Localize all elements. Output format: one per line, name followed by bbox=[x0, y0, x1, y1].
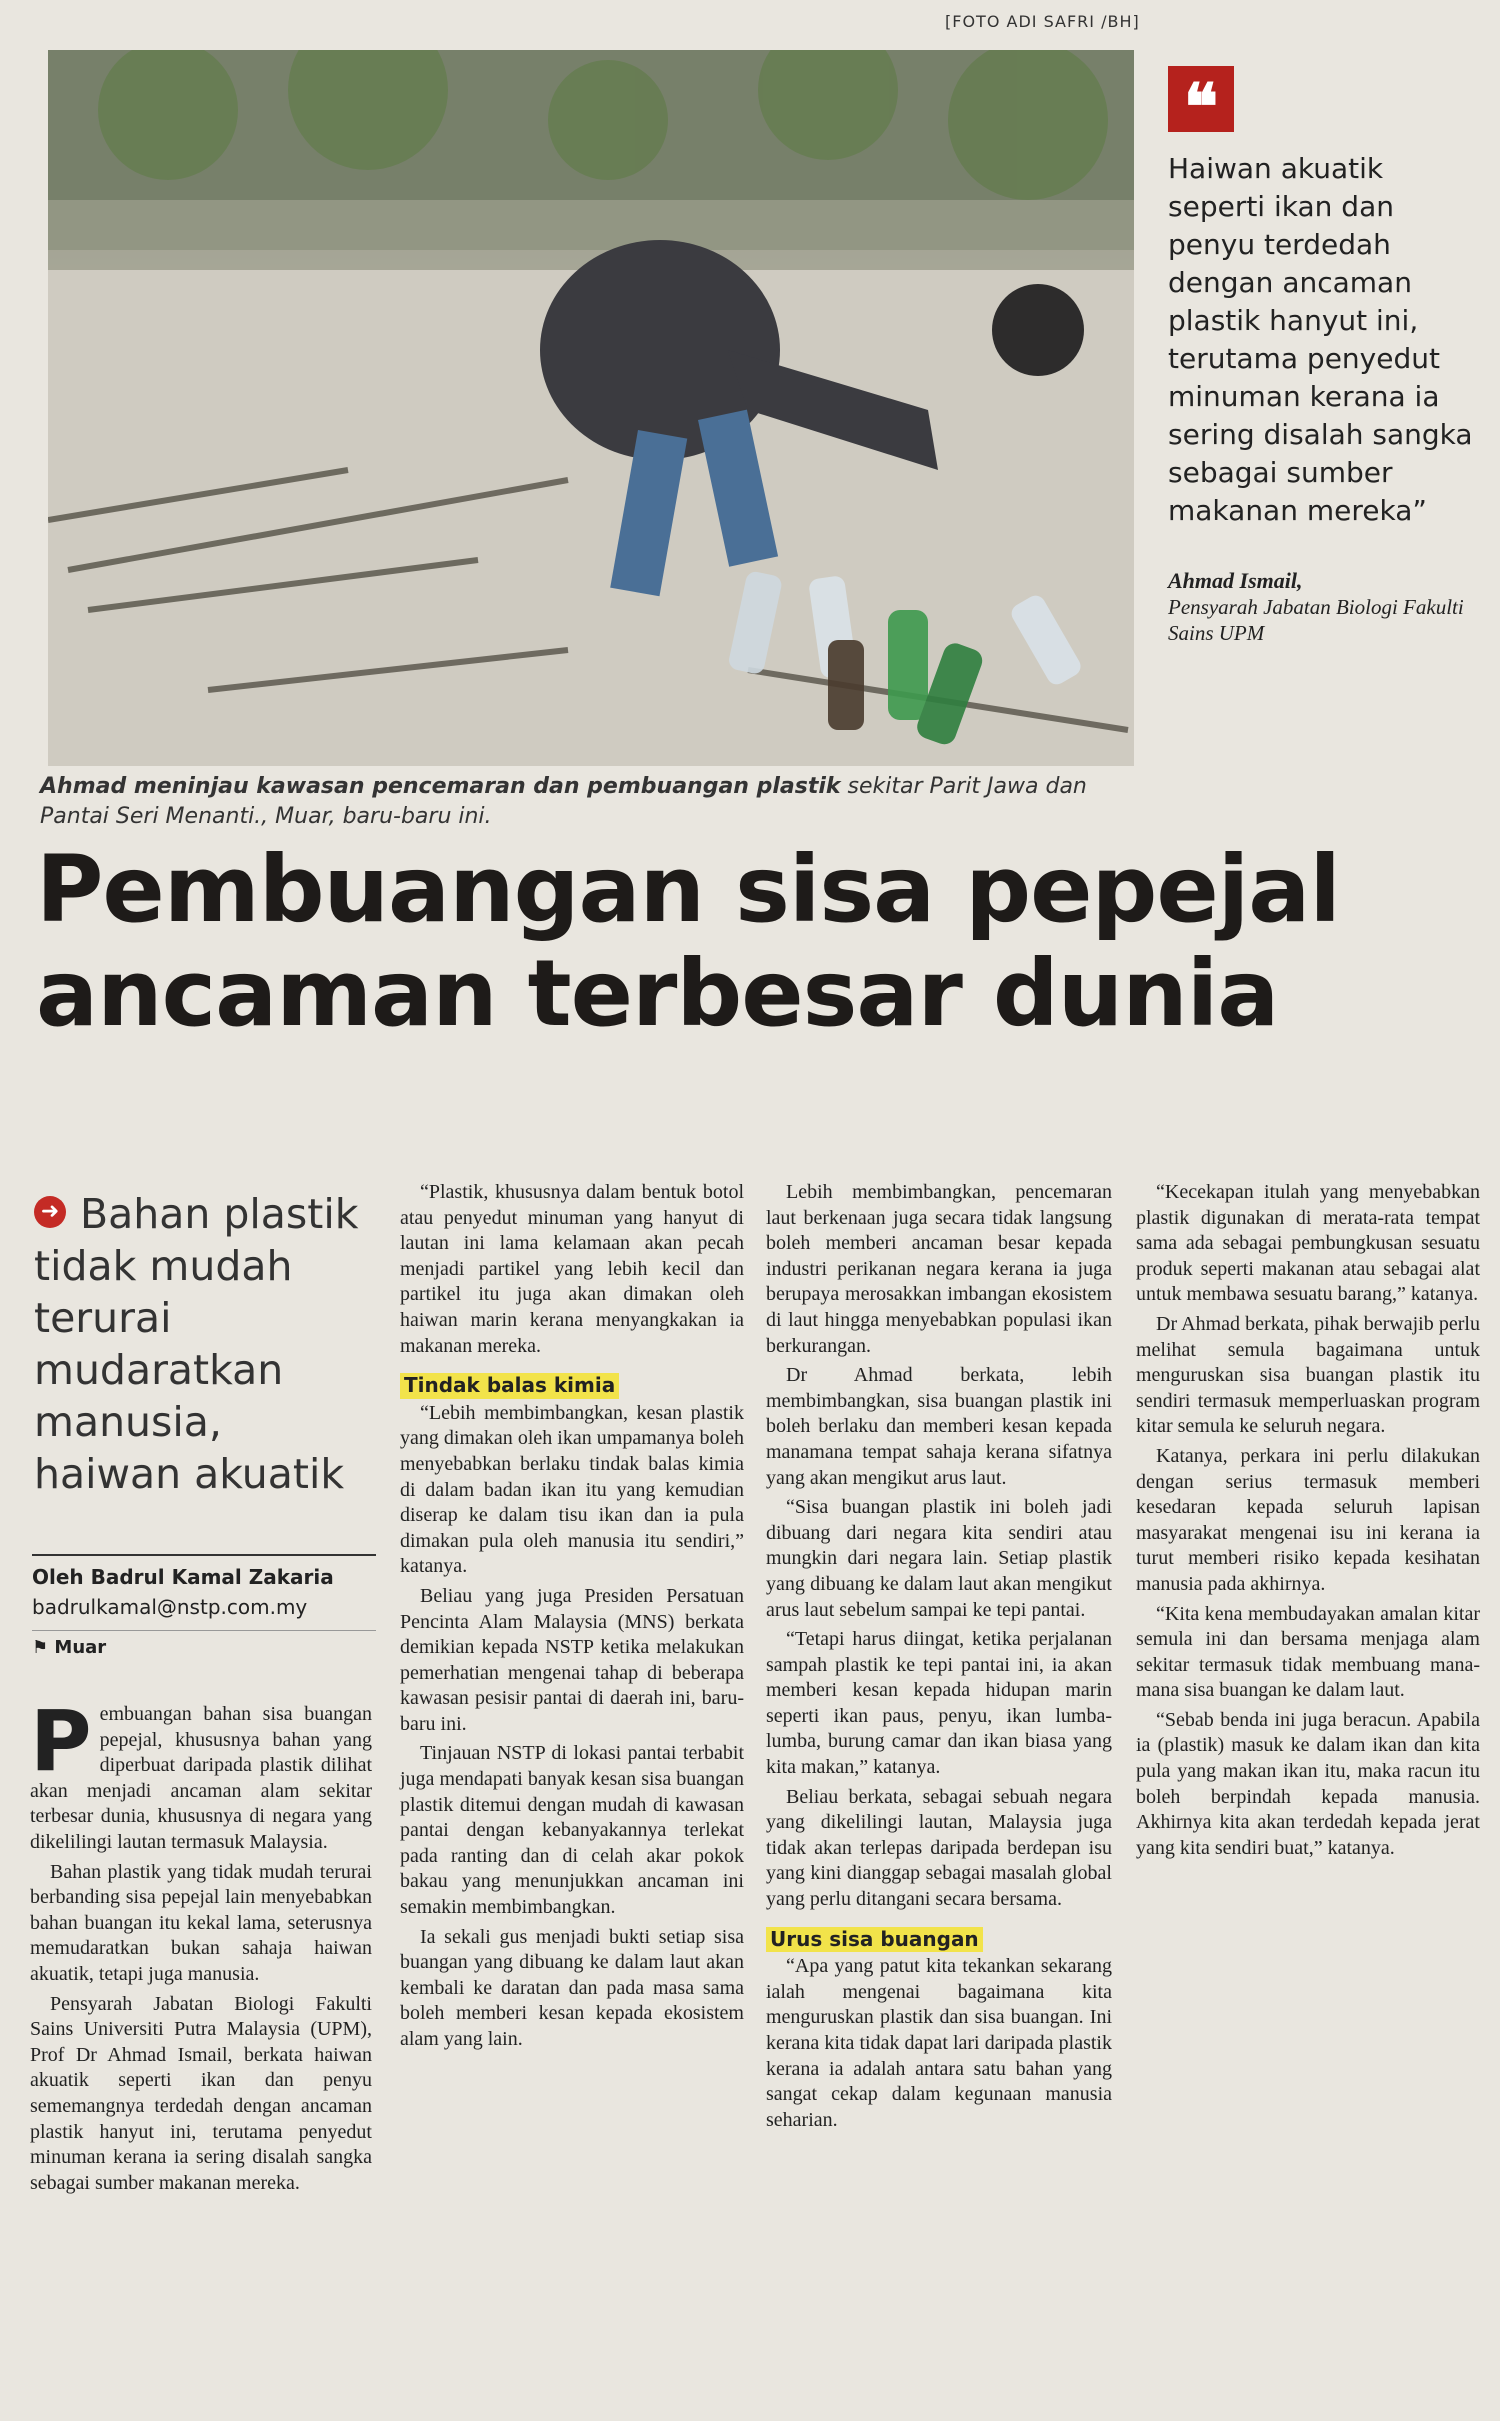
pull-quote bbox=[1168, 66, 1478, 646]
article-headline: Pembuangan sisa pepejal ancaman terbesar dunia bbox=[36, 836, 1340, 1047]
paragraph: “Plastik, khususnya dalam bentuk botol atau penyedut minuman yang hanyut di lautan ini lama kelamaan akan pecah menjadi partikel yang lebih kecil dan partikel itu juga akan dimakan oleh haiwan marin kerana menyangkakan ia makanan mereka. bbox=[400, 1181, 744, 1357]
caption-rest: sekitar Parit Jawa dan Pantai Seri Menanti., Muar, baru-baru ini. bbox=[40, 774, 1087, 829]
paragraph: Katanya, perkara ini perlu dilakukan dengan serius termasuk memberi kesedaran kepada seluruh lapisan masyarakat mengenai isu ini kerana ia turut memberi risiko kepada kesihatan manusia pada akhirnya. bbox=[1136, 1444, 1480, 1595]
paragraph: Pensyarah Jabatan Biologi Fakulti Sains Universiti Putra Malaysia (UPM), Prof Dr Ahmad Ismail, berkata haiwan akuatik seperti ikan dan penyu sememangnya terdedah dengan ancaman plastik hanyut ini, terutama penyedut minuman kerana ia sering disalah sangka sebagai sumber makanan mereka. bbox=[30, 1992, 372, 2194]
article-lead: Bahan plastik tidak mudah terurai mudaratkan manusia, haiwan akuatik bbox=[34, 1190, 359, 1498]
flag-icon: ⚑ bbox=[32, 1637, 49, 1658]
dateline-text: Muar bbox=[54, 1637, 107, 1658]
news-photo bbox=[48, 50, 1134, 766]
paragraph-text: embuangan bahan sisa buangan pepejal, khususnya bahan yang diperbuat daripada plastik dilihat akan menjadi ancaman alam sekitar terbesar dunia, khususnya di negara yang dikelilingi lautan termasuk Malaysia. bbox=[30, 1703, 372, 1853]
paragraph: “Sisa buangan plastik ini boleh jadi dibuang dari negara kita sendiri atau mungkin dari negara lain. Setiap plastik yang dibuang ke dalam laut akan mengikut arus laut sebelum sampai ke tepi pantai. bbox=[766, 1496, 1112, 1621]
photo-caption bbox=[40, 772, 1140, 832]
paragraph: Ia sekali gus menjadi bukti setiap sisa buangan yang dibuang ke dalam laut akan kembali ke daratan dan pada masa sama boleh memberi kesan kepada ekosistem alam yang lain. bbox=[400, 1925, 744, 2050]
body-column-1 bbox=[30, 1692, 372, 2200]
arrow-right-icon: ➜ bbox=[34, 1196, 66, 1228]
body-column-4 bbox=[1136, 1180, 1480, 1865]
paragraph: Beliau yang juga Presiden Persatuan Pencinta Alam Malaysia (MNS) berkata demikian kepada NSTP ketika melakukan pemerhatian mengenai tahap di beberapa kawasan pesisir pantai di daerah ini, baru-baru ini. bbox=[400, 1584, 744, 1735]
paragraph: “Tetapi harus diingat, ketika perjalanan sampah plastik ke tepi pantai ini, ia akan memberi kesan kepada hidupan marin seperti ikan paus, penyu, ikan lumba-lumba, burung camar dan ikan biasa yang kita makan,” katanya. bbox=[766, 1628, 1112, 1779]
paragraph: Dr Ahmad berkata, pihak berwajib perlu melihat semula bagaimana untuk menguruskan sisa buangan plastik itu sendiri termasuk memperluaskan program kitar semula ke seluruh negara. bbox=[1136, 1312, 1480, 1438]
subhead-tindak-balas: Tindak balas kimia bbox=[400, 1373, 619, 1399]
paragraph: “Kecekapan itulah yang menyebabkan plastik digunakan di merata-rata tempat sama ada sebagai pembungkusan sesuatu produk seperti makanan atau sebagai alat untuk membawa sesuatu barang,” katanya. bbox=[1136, 1181, 1480, 1306]
author-email: badrulkamal@nstp.com.my bbox=[32, 1595, 308, 1619]
paragraph: “Kita kena membudayakan amalan kitar semula ini dan bersama menjaga alam sekitar termasuk tidak membuang mana-mana sisa buangan ke dalam laut. bbox=[1136, 1602, 1480, 1702]
paragraph: Dr Ahmad berkata, lebih membimbangkan, sisa buangan plastik ini boleh berlaku dan memberi kesan kepada manamana tempat sahaja kerana sifatnya yang akan mengikut arus laut. bbox=[766, 1364, 1112, 1489]
drop-cap: P bbox=[30, 1692, 92, 1790]
body-column-2 bbox=[400, 1180, 744, 2057]
paragraph bbox=[30, 1692, 372, 1856]
paragraph: Lebih membimbangkan, pencemaran laut berkenaan juga secara tidak langsung boleh memberi ancaman besar kepada industri perikanan negara kerana ia juga berupaya merosakkan imbangan ekosistem di laut hingga menyebabkan populasi ikan berkurangan. bbox=[766, 1181, 1112, 1357]
body-column-3 bbox=[766, 1180, 1112, 2137]
quote-icon: ❝ bbox=[1168, 66, 1234, 132]
photo-credit: [FOTO ADI SAFRI /BH] bbox=[945, 12, 1140, 31]
paragraph: Beliau berkata, sebagai sebuah negara yang dikelilingi lautan, Malaysia juga tidak akan terlepas daripada berdepan isu yang kini dianggap sebagai masalah global yang perlu ditangani secara bersama. bbox=[766, 1785, 1112, 1911]
paragraph: “Sebab benda ini juga beracun. Apabila ia (plastik) masuk ke dalam ikan dan kita pula yang makan ikan itu, maka racun itu boleh berpindah kepada manusia. Akhirnya kita akan terdedah kepada jerat yang kita sendiri buat,” katanya. bbox=[1136, 1708, 1480, 1859]
paragraph: “Apa yang patut kita tekankan sekarang ialah mengenai bagaimana kita menguruskan plastik dan sisa buangan. Ini kerana kita tidak dapat lari daripada plastik kerana ia adalah antara satu bahan yang sangat cekap dalam kegunaan manusia seharian. bbox=[766, 1955, 1112, 2131]
quote-author: Ahmad Ismail, bbox=[1168, 568, 1303, 593]
paragraph: Tinjauan NSTP di lokasi pantai terbabit juga mendapati banyak kesan sisa buangan plastik ditemui dengan mudah di kawasan pantai dengan kebanyakannya terlekat pada ranting dan di celah akar pokok bakau yang menunjukkan ancaman ini semakin membimbangkan. bbox=[400, 1742, 744, 1919]
quote-text: Haiwan akuatik seperti ikan dan penyu terdedah dengan ancaman plastik hanyut ini, terutama penyedut minuman kerana ia sering disalah sangka sebagai sumber makanan mereka” bbox=[1168, 152, 1473, 527]
author-name: Oleh Badrul Kamal Zakaria bbox=[32, 1565, 334, 1589]
paragraph: Bahan plastik yang tidak mudah terurai berbanding sisa pepejal lain menyebabkan bahan buangan itu kekal lama, seterusnya memudaratkan bukan sahaja haiwan akuatik, tetapi juga manusia. bbox=[30, 1860, 372, 1985]
caption-bold: Ahmad meninjau kawasan pencemaran dan pembuangan plastik bbox=[40, 774, 841, 799]
paragraph: “Lebih membimbangkan, kesan plastik yang dimakan oleh ikan umpamanya boleh menyebabkan berlaku tindak balas kimia di dalam badan ikan itu yang kemudian diserap ke dalam tisu ikan dan ia pula dimakan pula oleh manusia itu sendiri,” katanya. bbox=[400, 1401, 744, 1578]
byline bbox=[32, 1554, 376, 1661]
subhead-urus-sisa: Urus sisa buangan bbox=[766, 1927, 983, 1953]
dateline-location bbox=[32, 1630, 376, 1661]
quote-role: Pensyarah Jabatan Biologi Fakulti Sains UPM bbox=[1168, 595, 1464, 645]
